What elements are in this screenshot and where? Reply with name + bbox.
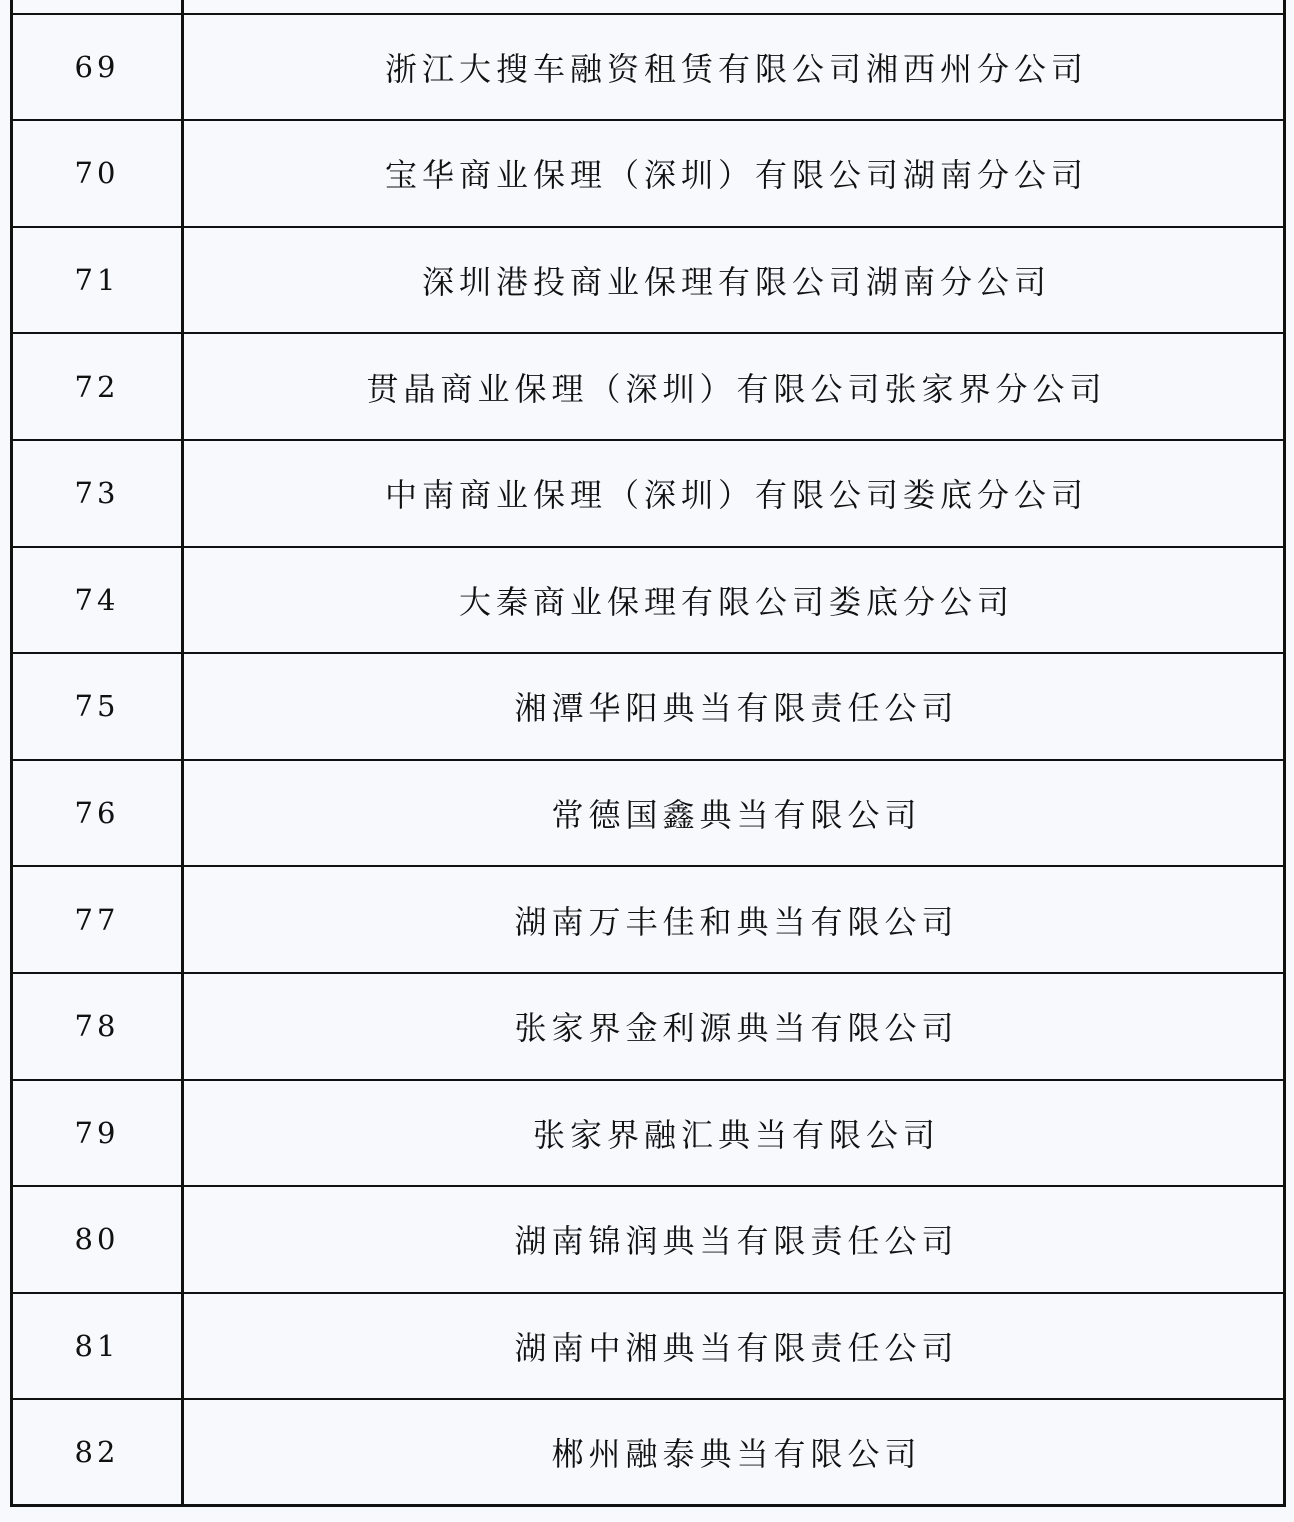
row-number: 79 [13, 1081, 184, 1186]
table-row [13, 0, 1283, 15]
company-name: 贯晶商业保理（深圳）有限公司张家界分公司 [366, 369, 1107, 408]
company-name: 深圳港投商业保理有限公司湖南分公司 [421, 263, 1051, 302]
company-name [184, 0, 1283, 13]
table-row [13, 15, 1283, 122]
company-name: 湖南锦润典当有限责任公司 [514, 1222, 959, 1261]
row-number: 72 [13, 334, 184, 439]
row-number: 69 [13, 15, 184, 120]
company-name: 张家界融汇典当有限公司 [532, 1115, 940, 1154]
table-row [13, 867, 1283, 974]
table-row [13, 121, 1283, 228]
row-number: 80 [13, 1187, 184, 1292]
company-name: 中南商业保理（深圳）有限公司娄底分公司 [384, 476, 1088, 515]
table-row [13, 334, 1283, 441]
row-number: 82 [13, 1400, 184, 1504]
table-row [13, 761, 1283, 868]
company-name: 大秦商业保理有限公司娄底分公司 [458, 582, 1014, 621]
table-row [13, 654, 1283, 761]
company-name: 湘潭华阳典当有限责任公司 [514, 689, 959, 728]
table-row [13, 974, 1283, 1081]
row-number: 74 [13, 548, 184, 653]
table-row [13, 548, 1283, 655]
company-name: 张家界金利源典当有限公司 [514, 1009, 959, 1048]
row-number: 75 [13, 654, 184, 759]
table-row [13, 441, 1283, 548]
table-row [13, 1081, 1283, 1188]
table-row [13, 228, 1283, 335]
row-number: 70 [13, 121, 184, 226]
company-table [10, 0, 1286, 1507]
company-name: 浙江大搜车融资租赁有限公司湘西州分公司 [384, 49, 1088, 88]
company-name: 郴州融泰典当有限公司 [551, 1435, 922, 1474]
row-number [13, 0, 184, 13]
row-number: 81 [13, 1294, 184, 1399]
row-number: 78 [13, 974, 184, 1079]
company-name: 宝华商业保理（深圳）有限公司湖南分公司 [384, 156, 1088, 195]
row-number: 71 [13, 228, 184, 333]
row-number: 73 [13, 441, 184, 546]
table-row [13, 1400, 1283, 1507]
company-name: 湖南中湘典当有限责任公司 [514, 1329, 959, 1368]
company-name: 湖南万丰佳和典当有限公司 [514, 902, 959, 941]
row-number: 76 [13, 761, 184, 866]
table-row [13, 1187, 1283, 1294]
row-number: 77 [13, 867, 184, 972]
table-row [13, 1294, 1283, 1401]
company-name: 常德国鑫典当有限公司 [551, 796, 922, 835]
